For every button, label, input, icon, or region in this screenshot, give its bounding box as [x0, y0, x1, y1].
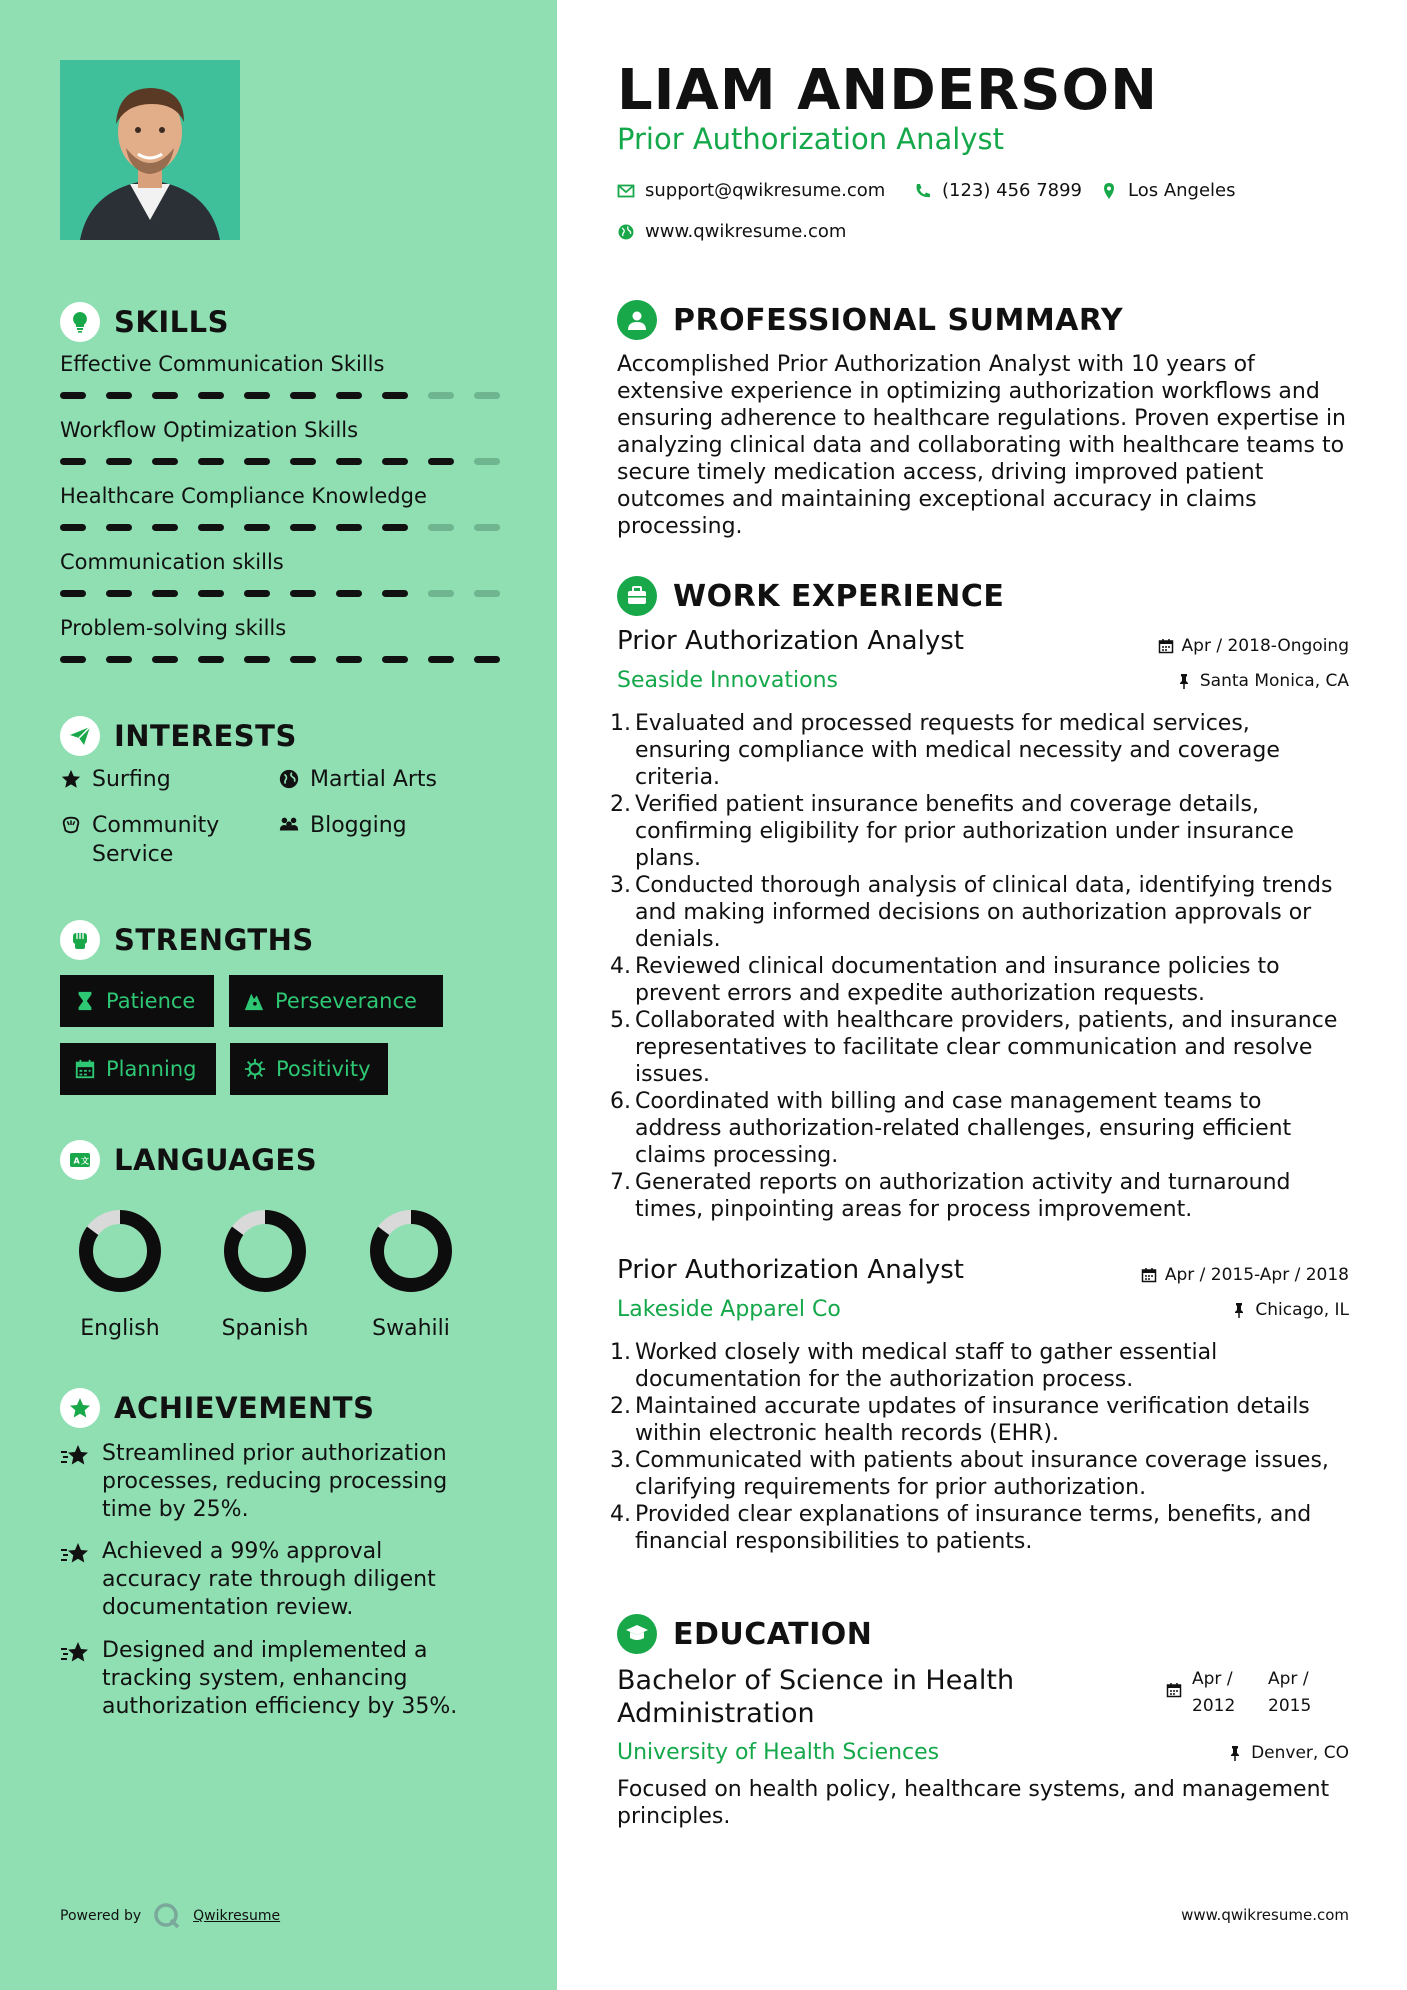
location-text: Los Angeles — [1128, 180, 1236, 201]
interest-item — [278, 811, 407, 840]
skill-level-dash — [106, 590, 132, 597]
skill-level-dash — [60, 458, 86, 465]
pushpin-icon — [1231, 1302, 1247, 1318]
paper-plane-icon — [60, 716, 100, 756]
skill-level-bar — [60, 656, 500, 663]
education-location-text: Denver, CO — [1251, 1743, 1349, 1763]
responsibility-text: Reviewed clinical documentation and insurance policies to prevent errors and expedite authorization requests. — [635, 954, 1280, 1006]
job-responsibilities — [610, 710, 1350, 1223]
strength-label: Positivity — [276, 1057, 371, 1081]
skill-level-dash — [198, 392, 224, 399]
footer-website[interactable]: www.qwikresume.com — [1181, 1906, 1349, 1924]
skill-row — [60, 418, 500, 465]
skill-level-dash — [474, 656, 500, 663]
achievements-heading — [60, 1388, 374, 1428]
pushpin-icon — [1176, 673, 1192, 689]
skill-level-dash — [290, 590, 316, 597]
graduation-cap-icon — [617, 1614, 657, 1654]
calendar-icon — [1166, 1682, 1182, 1698]
skill-level-bar — [60, 392, 500, 399]
job-dates — [1158, 636, 1349, 656]
job-responsibilities — [610, 1339, 1350, 1555]
skill-level-dash — [244, 392, 270, 399]
skill-level-dash — [474, 458, 500, 465]
responsibility-text: Worked closely with medical staff to gather essential documentation for the authorization process. — [635, 1340, 1218, 1392]
map-pin-icon — [1100, 182, 1118, 200]
skill-level-dash — [106, 458, 132, 465]
skill-level-dash — [60, 590, 86, 597]
group-icon — [278, 814, 300, 836]
responsibility-text: Provided clear explanations of insurance terms, benefits, and financial responsibilities to patients. — [635, 1502, 1312, 1554]
skill-level-dash — [428, 524, 454, 531]
skill-level-dash — [428, 656, 454, 663]
skill-level-dash — [336, 392, 362, 399]
contact-email[interactable] — [617, 180, 885, 201]
strength-badge — [60, 1043, 216, 1095]
language-level-ring — [75, 1206, 165, 1296]
item-number: 3. — [610, 873, 631, 898]
sidebar — [0, 0, 557, 1990]
skill-name: Effective Communication Skills — [60, 352, 385, 376]
skill-level-bar — [60, 458, 500, 465]
skill-row — [60, 484, 500, 531]
responsibility-text: Coordinated with billing and case management teams to address authorization-related challenges, ensuring efficient claims processing. — [635, 1089, 1292, 1168]
skill-level-dash — [244, 458, 270, 465]
skill-level-bar — [60, 590, 500, 597]
education-description: Focused on health policy, healthcare systems, and management principles. — [617, 1777, 1330, 1829]
pushpin-icon — [1227, 1745, 1243, 1761]
star-burst-icon — [60, 1442, 90, 1470]
skill-level-dash — [106, 392, 132, 399]
user-icon — [617, 300, 657, 340]
languages-heading — [60, 1140, 317, 1180]
language-item — [50, 1206, 190, 1341]
job-dates-text: Apr / 2015-Apr / 2018 — [1164, 1265, 1349, 1285]
briefcase-icon — [617, 576, 657, 616]
responsibility-item — [610, 1169, 1350, 1223]
qwikresume-link[interactable]: Qwikresume — [193, 1908, 281, 1924]
skill-level-dash — [198, 458, 224, 465]
svg-text:文: 文 — [81, 1156, 89, 1166]
job-location-text: Chicago, IL — [1255, 1300, 1349, 1320]
svg-text:A: A — [73, 1156, 80, 1166]
responsibility-item — [610, 710, 1350, 791]
responsibility-item — [610, 953, 1350, 1007]
school-name: University of Health Sciences — [617, 1740, 940, 1765]
hiking-icon — [243, 990, 265, 1012]
language-name: English — [80, 1316, 160, 1341]
summary-heading — [617, 300, 1123, 340]
language-item — [341, 1206, 481, 1341]
strengths-heading — [60, 920, 314, 960]
skill-name: Communication skills — [60, 550, 284, 574]
skill-name: Workflow Optimization Skills — [60, 418, 359, 442]
item-number: 1. — [610, 711, 631, 736]
item-number: 2. — [610, 1394, 631, 1419]
skill-row — [60, 550, 500, 597]
item-number: 3. — [610, 1448, 631, 1473]
award-star-icon — [60, 1388, 100, 1428]
skill-level-dash — [60, 656, 86, 663]
job-location — [1176, 671, 1349, 691]
responsibility-text: Collaborated with healthcare providers, patients, and insurance representatives to facilitate clear communication and resolve issues. — [635, 1008, 1338, 1087]
skill-level-dash — [106, 524, 132, 531]
education-title: EDUCATION — [673, 1616, 873, 1652]
skill-level-dash — [382, 656, 408, 663]
education-start: Apr / 2012 — [1192, 1669, 1236, 1716]
interest-label: Martial Arts — [310, 767, 438, 792]
interest-label: Community Service — [92, 813, 220, 867]
calendar-icon — [1158, 638, 1174, 654]
responsibility-item — [610, 791, 1350, 872]
responsibility-text: Communicated with patients about insurance coverage issues, clarifying requirements for prior authorization. — [635, 1448, 1329, 1500]
strengths-title: STRENGTHS — [114, 923, 314, 957]
skill-level-dash — [336, 590, 362, 597]
language-item — [195, 1206, 335, 1341]
phone-text: (123) 456 7899 — [942, 180, 1083, 201]
candidate-name: LIAM ANDERSON — [617, 58, 1158, 123]
star-burst-icon — [60, 1639, 90, 1667]
skills-heading — [60, 302, 229, 342]
item-number: 4. — [610, 1502, 631, 1527]
skill-level-dash — [290, 392, 316, 399]
lightbulb-icon — [60, 302, 100, 342]
candidate-role: Prior Authorization Analyst — [617, 122, 1004, 156]
skill-level-dash — [244, 590, 270, 597]
calendar-icon — [1141, 1267, 1157, 1283]
skills-title: SKILLS — [114, 305, 229, 339]
fist-icon — [60, 920, 100, 960]
skill-level-dash — [244, 656, 270, 663]
skill-level-dash — [290, 458, 316, 465]
strength-badge — [229, 975, 443, 1027]
responsibility-text: Conducted thorough analysis of clinical data, identifying trends and making informed decisions on authorization approvals or denials. — [635, 873, 1333, 952]
skill-level-dash — [198, 590, 224, 597]
phone-icon — [914, 182, 932, 200]
globe-icon — [617, 223, 635, 241]
skill-level-dash — [152, 524, 178, 531]
language-level-ring — [366, 1206, 456, 1296]
responsibility-item — [610, 1007, 1350, 1088]
degree-title: Bachelor of Science in Health Administration — [617, 1665, 1015, 1729]
interests-heading — [60, 716, 297, 756]
contact-website[interactable] — [617, 221, 846, 242]
skill-level-dash — [428, 590, 454, 597]
skill-level-dash — [152, 590, 178, 597]
experience-heading — [617, 576, 1004, 616]
skill-level-dash — [474, 392, 500, 399]
calendar-icon — [74, 1058, 96, 1080]
job-location-text: Santa Monica, CA — [1199, 671, 1349, 691]
language-name: Spanish — [221, 1316, 309, 1341]
interest-item — [60, 811, 240, 869]
skill-row — [60, 352, 500, 399]
skill-level-dash — [382, 392, 408, 399]
skill-level-dash — [152, 458, 178, 465]
experience-title: WORK EXPERIENCE — [673, 578, 1005, 614]
powered-by-label: Powered by — [60, 1908, 142, 1924]
skill-level-dash — [428, 392, 454, 399]
contact-location — [1100, 180, 1236, 201]
summary-title: PROFESSIONAL SUMMARY — [673, 302, 1124, 338]
interest-label: Surfing — [92, 767, 171, 792]
sun-icon — [244, 1058, 266, 1080]
responsibility-item — [610, 1339, 1350, 1393]
responsibility-item — [610, 1447, 1350, 1501]
skill-name: Healthcare Compliance Knowledge — [60, 484, 427, 508]
responsibility-text: Generated reports on authorization activity and turnaround times, pinpointing areas for process improvement. — [635, 1170, 1291, 1222]
skill-level-dash — [382, 458, 408, 465]
interest-item — [60, 765, 171, 794]
language-level-ring — [220, 1206, 310, 1296]
item-number: 2. — [610, 792, 631, 817]
email-text: support@qwikresume.com — [645, 180, 886, 201]
skill-row — [60, 616, 500, 663]
education-location — [1227, 1743, 1349, 1763]
strength-badge — [230, 1043, 388, 1095]
responsibility-item — [610, 1393, 1350, 1447]
responsibility-text: Evaluated and processed requests for medical services, ensuring compliance with medical necessity and coverage criteria. — [635, 711, 1280, 790]
responsibility-text: Verified patient insurance benefits and coverage details, confirming eligibility for prior authorization under insurance plans. — [635, 792, 1294, 871]
item-number: 1. — [610, 1340, 631, 1365]
skill-level-dash — [336, 524, 362, 531]
skill-level-dash — [290, 524, 316, 531]
skill-level-dash — [474, 590, 500, 597]
skill-level-dash — [428, 458, 454, 465]
languages-title: LANGUAGES — [114, 1143, 318, 1177]
skill-level-dash — [382, 590, 408, 597]
skill-level-dash — [60, 524, 86, 531]
achievement-item — [60, 1637, 480, 1721]
translate-icon — [60, 1140, 100, 1180]
interests-title: INTERESTS — [114, 719, 297, 753]
strength-badge — [60, 975, 214, 1027]
responsibility-item — [610, 1088, 1350, 1169]
skill-level-dash — [106, 656, 132, 663]
skill-level-dash — [152, 656, 178, 663]
envelope-icon — [617, 182, 635, 200]
hand-icon — [60, 814, 82, 836]
interest-item — [278, 765, 437, 794]
skill-level-dash — [382, 524, 408, 531]
education-dates — [1166, 1666, 1334, 1720]
job-dates-text: Apr / 2018-Ongoing — [1181, 636, 1349, 656]
skill-level-dash — [244, 524, 270, 531]
skill-level-dash — [152, 392, 178, 399]
job-company: Seaside Innovations — [617, 668, 838, 693]
skill-name: Problem-solving skills — [60, 616, 287, 640]
achievement-text: Streamlined prior authorization processes, reducing processing time by 25%. — [102, 1441, 448, 1522]
star-burst-icon — [60, 1540, 90, 1568]
globe-icon — [278, 768, 300, 790]
powered-by — [60, 1902, 280, 1930]
skill-level-dash — [198, 656, 224, 663]
item-number: 7. — [610, 1170, 631, 1195]
achievement-text: Designed and implemented a tracking system, enhancing authorization efficiency by 35%. — [102, 1638, 458, 1719]
skill-level-bar — [60, 524, 500, 531]
skill-level-dash — [336, 656, 362, 663]
summary-text: Accomplished Prior Authorization Analyst with 10 years of extensive experience in optimizing authorization workflows and ensuring adherence to healthcare regulations. Proven expertise in analyzing clinical data and collaborating with healthcare teams to secure timely medication access, driving improved patient outcomes and maintaining exceptional accuracy in claims processing. — [617, 352, 1346, 539]
item-number: 4. — [610, 954, 631, 979]
responsibility-text: Maintained accurate updates of insurance verification details within electronic health records (EHR). — [635, 1394, 1310, 1446]
responsibility-item — [610, 872, 1350, 953]
job-title: Prior Authorization Analyst — [617, 1255, 964, 1285]
website-text: www.qwikresume.com — [645, 221, 847, 242]
achievement-text: Achieved a 99% approval accuracy rate through diligent documentation review. — [102, 1539, 436, 1620]
job-company: Lakeside Apparel Co — [617, 1297, 841, 1322]
strength-label: Planning — [106, 1057, 197, 1081]
job-dates — [1141, 1265, 1349, 1285]
item-number: 5. — [610, 1008, 631, 1033]
skill-level-dash — [290, 656, 316, 663]
star-icon — [60, 768, 82, 790]
achievement-item — [60, 1440, 480, 1524]
education-end: Apr / 2015 — [1268, 1669, 1312, 1716]
achievements-title: ACHIEVEMENTS — [114, 1391, 375, 1425]
skill-level-dash — [60, 392, 86, 399]
skill-level-dash — [198, 524, 224, 531]
skill-level-dash — [336, 458, 362, 465]
job-location — [1231, 1300, 1349, 1320]
item-number: 6. — [610, 1089, 631, 1114]
qwikresume-logo-icon — [153, 1902, 181, 1930]
strength-label: Patience — [106, 989, 196, 1013]
contact-phone[interactable] — [914, 180, 1082, 201]
achievement-item — [60, 1538, 480, 1622]
strength-label: Perseverance — [275, 989, 417, 1013]
interest-label: Blogging — [310, 813, 407, 838]
hourglass-icon — [74, 990, 96, 1012]
job-title: Prior Authorization Analyst — [617, 626, 964, 656]
profile-photo — [60, 60, 240, 240]
skill-level-dash — [474, 524, 500, 531]
language-name: Swahili — [372, 1316, 450, 1341]
education-heading — [617, 1614, 872, 1654]
responsibility-item — [610, 1501, 1350, 1555]
